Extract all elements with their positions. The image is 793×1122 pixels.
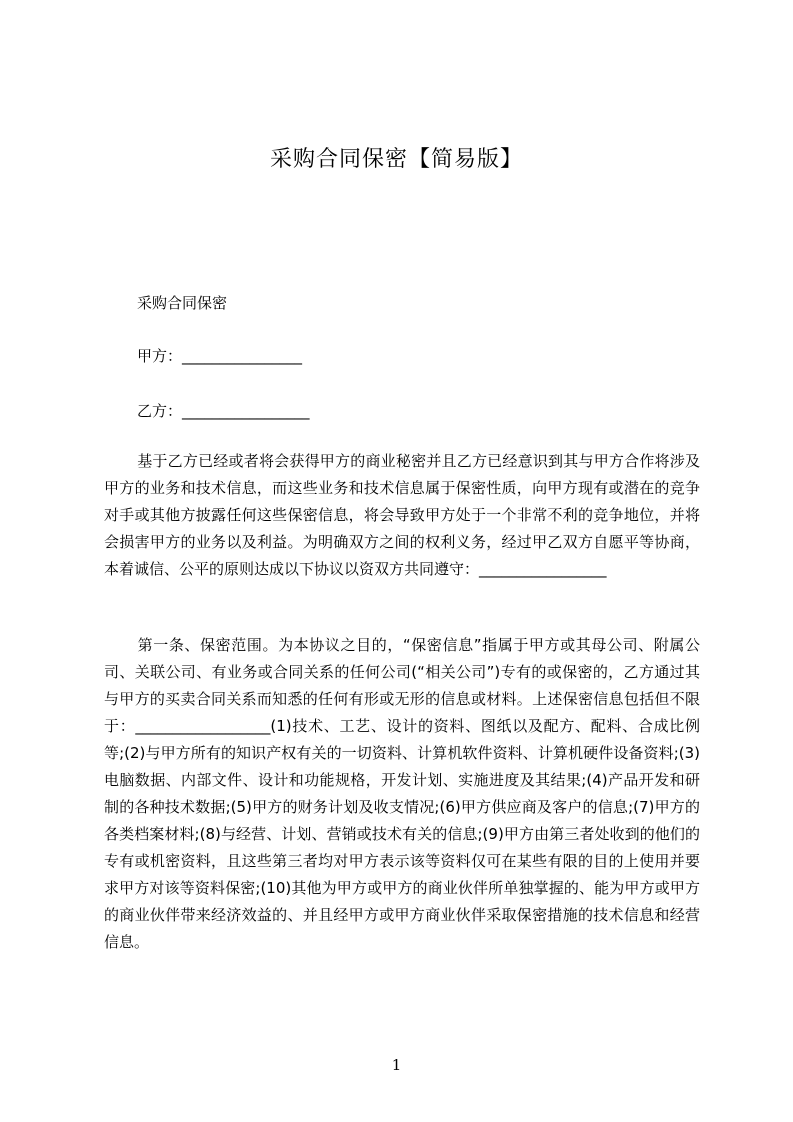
party-b-line: 乙方：_________________ [137, 402, 310, 420]
party-a-line: 甲方：________________ [137, 347, 303, 365]
document-subtitle: 采购合同保密 [137, 294, 228, 312]
article-1-text: 第一条、保密范围。为本协议之目的，“保密信息”指属于甲方或其母公司、附属公司、关联公司、有业务或合同关系的任何公司(“相关公司”)专有的或保密的，乙方通过其与甲方的买卖合同关系而知悉的任何有形或无形的信息或材料。上述保密信息包括但不限于：__________________(1)技术、工艺、设计的资料、图纸以及配方、配料、合成比例等;(2)与甲方所有的知识产权有关的一切资料、计算机软件资料、计算机硬件设备资料;(3)电脑数据、内部文件、设计和功能规格，开发计划、实施进度及其结果;(4)产品开发和研制的各种技术数据;(5)甲方的财务计划及收支情况;(6)甲方供应商及客户的信息;(7)甲方的各类档案材料;(8)与经营、计划、营销或技术有关的信息;(9)甲方由第三者处收到的他们的专有或机密资料，且这些第三者均对甲方表示该等资料仅可在某些有限的目的上使用并要求甲方对该等资料保密;(10)其他为甲方或甲方的商业伙伴所单独掌握的、能为甲方或甲方的商业伙伴带来经济效益的、并且经甲方或甲方商业伙伴采取保密措施的技术信息和经营信息。 [104, 636, 700, 951]
page-number: 1 [391, 1056, 402, 1074]
document-title: 采购合同保密【简易版】 [269, 147, 523, 172]
preamble-text: 基于乙方已经或者将会获得甲方的商业秘密并且乙方已经意识到其与甲方合作将涉及甲方的业务和技术信息，而这些业务和技术信息属于保密性质，向甲方现有或潜在的竞争对手或其他方披露任何这些保密信息，将会导致甲方处于一个非常不利的竞争地位，并将会损害甲方的业务以及利益。为明确双方之间的权利义务，经过甲乙双方自愿平等协商，本着诚信、公平的原则达成以下协议以资双方共同遵守：_________________ [104, 452, 700, 578]
article-1-paragraph [104, 632, 700, 956]
preamble-paragraph [104, 448, 700, 583]
